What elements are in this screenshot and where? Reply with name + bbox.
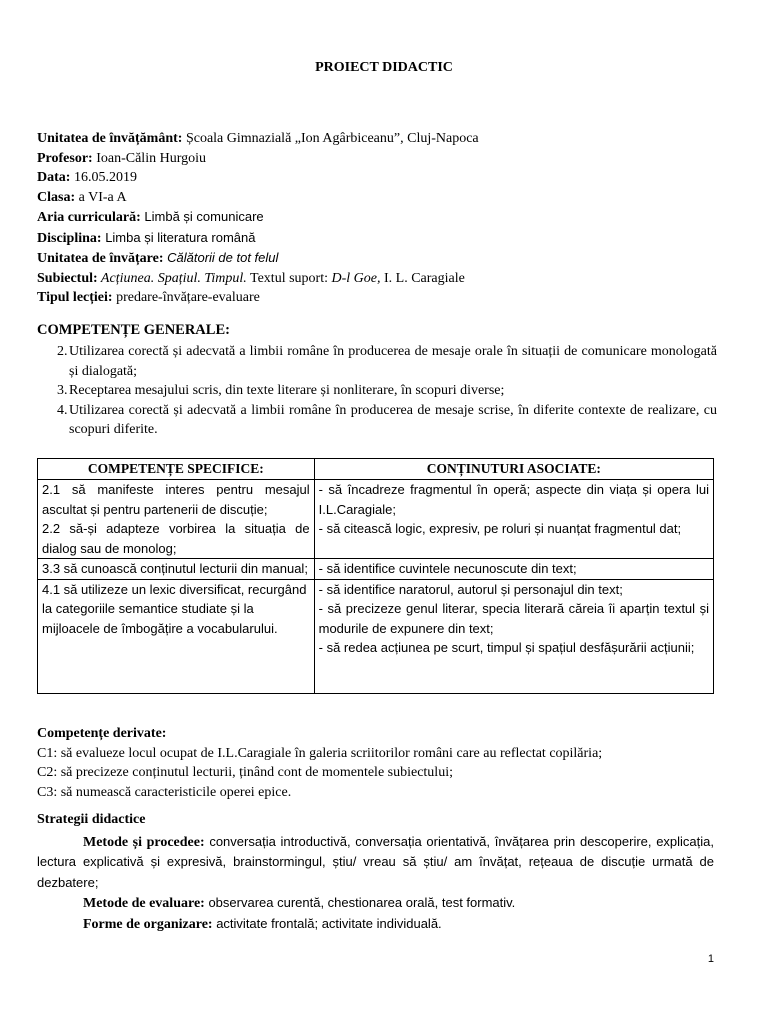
info-subiectul: Subiectul: Acțiunea. Spațiul. Timpul. Textul suport: D-l Goe, I. L. Caragiale — [37, 270, 465, 286]
lesson-info — [37, 129, 727, 308]
info-tipul: Tipul lecției: predare-învățare-evaluare — [37, 290, 260, 305]
list-item: C3: să numească caracteristicile operei epice. — [37, 784, 292, 800]
list-item: 4. Utilizarea corectă și adecvată a limbii române în producerea de mesaje scrise, în diferite contexte de realizare, cu scopuri diferite. — [57, 402, 717, 437]
table-cell: - să identifice naratorul, autorul și personajul din text; - să precizeze genul literar, specia literară căreia îi aparțin textul și modurile de expunere din text; - să redea acțiunea pe scurt, timpul și spațiul desfășurării acțiunii; — [314, 579, 713, 693]
table-row — [38, 579, 714, 693]
column-header: COMPETENȚE SPECIFICE: — [38, 459, 315, 480]
general-competences-list — [37, 342, 717, 440]
table-cell: - să încadreze fragmentul în operă; aspecte din viața și opera lui I.L.Caragiale; - să citească logic, expresiv, pe roluri și nuanțat fragmentul dat; — [314, 480, 713, 559]
info-unitatea: Unitatea de învățământ: Școala Gimnazială „Ion Agârbiceanu”, Cluj-Napoca — [37, 131, 479, 146]
info-clasa: Clasa: a VI-a A — [37, 189, 127, 205]
organization-forms: Forme de organizare: activitate frontală; activitate individuală. — [83, 915, 442, 932]
table-cell: 3.3 să cunoască conținutul lecturii din manual; — [38, 559, 315, 580]
methods-paragraph: Metode și procedee: conversația introductivă, conversația orientativă, învățarea prin descoperire, explicația, lectura explicativă și expresivă, brainstormingul, știu/ vreau să știu/ am învățat, rețeaua de discuție urmată de dezbatere; — [37, 833, 715, 890]
list-item: 2. Utilizarea corectă și adecvată a limbii române în producerea de mesaje orale în situații de comunicare monologată și dialogată; — [57, 344, 717, 379]
table-header-row — [38, 459, 714, 480]
list-item: C1: să evalueze locul ocupat de I.L.Caragiale în galeria scriitorilor români care au reflectat copilăria; — [37, 745, 603, 761]
evaluation-methods: Metode de evaluare: observarea curentă, chestionarea orală, test formativ. — [83, 895, 516, 911]
table-cell: 4.1 să utilizeze un lexic diversificat, recurgând la categoriile semantice studiate și la mijloacele de îmbogățire a vocabularului. — [38, 579, 315, 693]
document-title: PROIECT DIDACTIC — [315, 60, 453, 75]
page-number: 1 — [707, 953, 714, 965]
column-header: CONȚINUTURI ASOCIATE: — [314, 459, 713, 480]
table-cell: - să identifice cuvintele necunoscute din text; — [314, 559, 713, 580]
info-unitatea-invatare: Unitatea de învățare: Călătorii de tot felul — [37, 250, 279, 266]
derived-competences — [37, 724, 727, 802]
derived-competences-heading: Competențe derivate: — [37, 726, 167, 741]
info-profesor: Profesor: Ioan-Călin Hurgoiu — [37, 150, 206, 166]
table-cell: 2.1 să manifeste interes pentru mesajul ascultat și pentru partenerii de discuție; 2.2 să-și adapteze vorbirea la situația de dialog sau de monolog; — [38, 480, 315, 559]
table-row — [38, 480, 714, 559]
table-row — [38, 559, 714, 580]
info-data: Data: 16.05.2019 — [37, 170, 137, 185]
strategies-heading: Strategii didactice — [37, 812, 146, 827]
general-competences-heading: COMPETENȚE GENERALE: — [37, 322, 230, 338]
list-item: 3. Receptarea mesajului scris, din texte literare și nonliterare, în scopuri diverse; — [57, 383, 505, 398]
list-item: C2: să precizeze conținutul lecturii, ținând cont de momentele subiectului; — [37, 765, 453, 780]
teaching-strategies — [37, 810, 714, 934]
competences-table — [37, 458, 714, 694]
info-aria: Aria curriculară: Limbă și comunicare — [37, 209, 264, 225]
info-disciplina: Disciplina: Limba și literatura română — [37, 229, 256, 246]
